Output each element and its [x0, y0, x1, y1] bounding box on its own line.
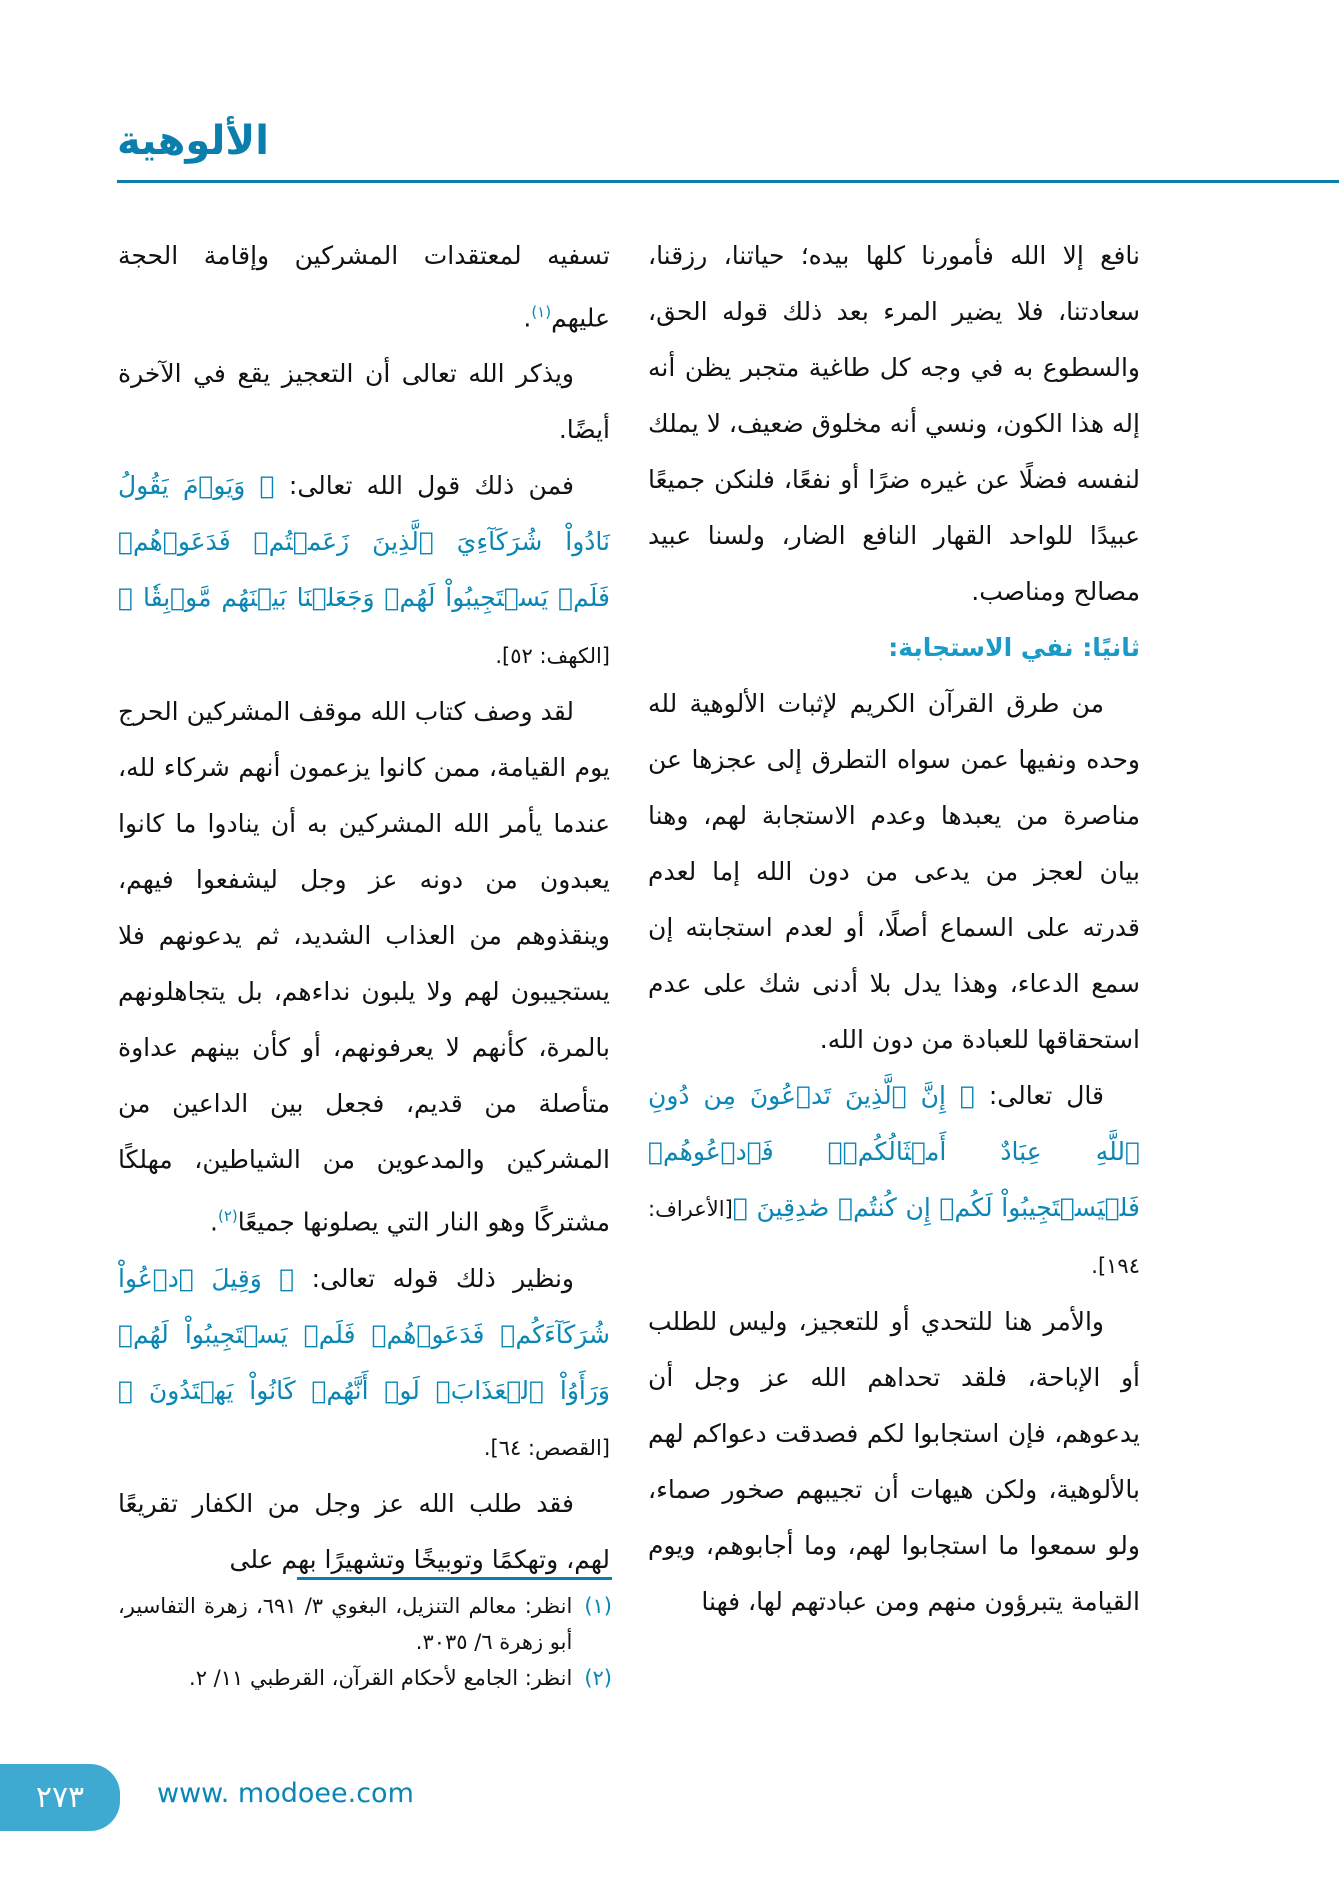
paragraph-text: لقد وصف كتاب الله موقف المشركين الحرج يوم القيامة، ممن كانوا يزعمون أنهم شركاء لله، عندما يأمر الله المشركين به أن ينادوا ما كانوا يعبدون من دونه عز وجل ليشفعوا فيهم، وينقذوهم من العذاب الشديد، ثم يدعونهم فلا يستجيبون لهم ولا يلبون نداءهم، بل يتجاهلونهم بالمرة، كأنهم لا يعرفونهم، أو كأن بينهم عداوة متأصلة من قديم، فجعل بين الداعين من المشركين والمدعوين من الشياطين، مهلكًا مشتركًا وهو النار التي يصلونها جميعًا	[118, 697, 610, 1237]
footnote	[118, 1588, 612, 1660]
footnote-ref[interactable]: (١)	[531, 303, 552, 321]
paragraph-text: تسفيه لمعتقدات المشركين وإقامة الحجة عليهم	[118, 241, 610, 333]
paragraph: نافع إلا الله فأمورنا كلها بيده؛ حياتنا، رزقنا، سعادتنا، فلا يضير المرء بعد ذلك قوله الحق، والسطوع به في وجه كل طاغية متجبر يظن أنه إله هذا الكون، ونسي أنه مخلوق ضعيف، لا يملك لنفسه فضلًا عن غيره ضرًا أو نفعًا، فلنكن جميعًا عبيدًا للواحد القهار النافع الضار، ولسنا عبيد مصالح ومناصب.	[648, 241, 1140, 606]
verse-reference: [الكهف: ٥٢].	[495, 644, 610, 669]
section-heading: ثانيًا: نفي الاستجابة:	[888, 633, 1140, 662]
footnote-ref[interactable]: (٢)	[217, 1207, 238, 1226]
right-column	[648, 228, 1140, 1630]
footnote-number: (٢)	[584, 1666, 612, 1690]
paragraph: فقد طلب الله عز وجل من الكفار تقريعًا لهم، وتهكمًا وتوبيخًا وتشهيرًا بهم على	[118, 1488, 610, 1574]
paragraph	[118, 228, 610, 346]
page-number-badge: ٢٧٣	[0, 1764, 120, 1831]
left-column	[118, 228, 610, 1588]
footnote-separator	[297, 1577, 612, 1580]
footnote-text: انظر: الجامع لأحكام القرآن، القرطبي ١١/ ٢.	[189, 1666, 573, 1690]
verse-intro: فمن ذلك قول الله تعالى:	[274, 471, 574, 501]
footnote	[118, 1660, 612, 1696]
paragraph: من طرق القرآن الكريم لإثبات الألوهية لله وحده ونفيها عمن سواه التطرق إلى عجزها عن مناصرة من يعبدها وعدم الاستجابة لهم، وهنا بيان لعجز من يدعى من دون الله إما لعدم قدرته على السماع أصلًا، أو لعدم استجابته إن سمع الدعاء، وهذا يدل بلا أدنى شك على عدم استحقاقها للعبادة من دون الله.	[648, 689, 1140, 1054]
paragraph: والأمر هنا للتحدي أو للتعجيز، وليس للطلب أو الإباحة، فلقد تحداهم الله عز وجل أن يدعوهم، فإن استجابوا لكم فصدقت دعواكم لهم بالألوهية، ولكن هيهات أن تجيبهم صخور صماء، ولو سمعوا ما استجابوا لهم، وما أجابوهم، ويوم القيامة يتبرؤون منهم ومن عبادتهم لها، فهنا	[648, 1307, 1140, 1616]
paragraph	[118, 684, 610, 1250]
punctuation: .	[523, 303, 532, 333]
footnote-number: (١)	[584, 1594, 612, 1618]
website-link[interactable]: www. modoee.com	[157, 1778, 414, 1809]
verse-reference: [القصص: ٦٤].	[483, 1435, 610, 1460]
verse-intro: ونظير ذلك قوله تعالى:	[294, 1263, 574, 1293]
quran-verse: ﴿ وَيَوۡمَ يَقُولُ نَادُواْ شُرَكَآءِيَ ٱلَّذِينَ زَعَمۡتُمۡ فَدَعَوۡهُمۡ فَلَمۡ يَسۡتَجِيبُواْ لَهُمۡ وَجَعَلۡنَا بَيۡنَهُم مَّوۡبِقٗا ﴾	[118, 471, 610, 613]
footnotes	[118, 1588, 612, 1696]
quran-verse: ﴿ وَقِيلَ ٱدۡعُواْ شُرَكَآءَكُمۡ فَدَعَوۡهُمۡ فَلَمۡ يَسۡتَجِيبُواْ لَهُمۡ وَرَأَوُاْ ٱلۡعَذَابَۚ لَوۡ أَنَّهُمۡ كَانُواْ يَهۡتَدُونَ ﴾	[118, 1263, 610, 1405]
verse-intro: قال تعالى:	[974, 1081, 1104, 1110]
chapter-title: الألوهية	[117, 118, 269, 164]
verse-paragraph	[648, 1068, 1140, 1294]
paragraph: ويذكر الله تعالى أن التعجيز يقع في الآخرة أيضًا.	[118, 359, 610, 445]
footnote-text: انظر: معالم التنزيل، البغوي ٣/ ٦٩١، زهرة التفاسير، أبو زهرة ٦/ ٣٠٣٥.	[118, 1594, 573, 1654]
header-rule	[117, 180, 1339, 183]
verse-paragraph	[118, 1251, 610, 1476]
quran-verse: ﴿ إِنَّ ٱلَّذِينَ تَدۡعُونَ مِن دُونِ ٱللَّهِ عِبَادٌ أَمۡثَالُكُمۡۖ فَٱدۡعُوهُمۡ فَلۡيَسۡتَجِيبُواْ لَكُمۡ إِن كُنتُمۡ صَٰدِقِينَ ﴾	[648, 1081, 1140, 1222]
verse-reference: [الأعراف: ١٩٤].	[648, 1197, 1140, 1278]
verse-paragraph	[118, 458, 610, 684]
punctuation: .	[210, 1207, 218, 1237]
